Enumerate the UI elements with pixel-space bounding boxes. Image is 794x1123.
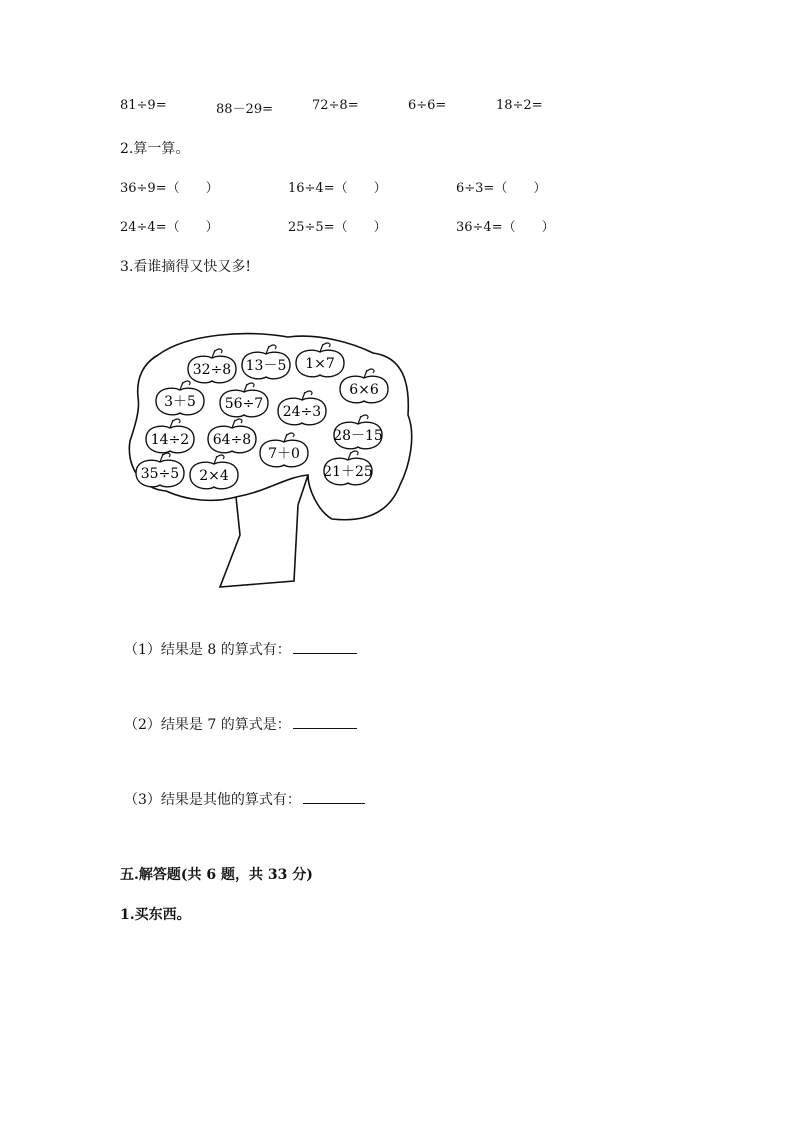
apple-label: 7＋0 — [268, 446, 300, 462]
q3-sub-2 — [124, 714, 357, 734]
expression-6-div-6: 6÷6= — [408, 98, 447, 113]
apple-label: 56÷7 — [224, 396, 264, 412]
section-5-question-1: 1.买东西。 — [120, 907, 191, 923]
apple-label: 28－15 — [333, 428, 383, 444]
answer-blank-1[interactable] — [293, 641, 357, 654]
apple-13[interactable] — [323, 451, 373, 485]
apple-label: 21＋25 — [323, 464, 373, 480]
answer-blank-2[interactable] — [293, 716, 357, 729]
expression-72-div-8: 72÷8= — [312, 98, 359, 113]
apple-12[interactable] — [190, 455, 238, 489]
q2-item-2: 16÷4=（ ） — [288, 181, 387, 196]
q3-sub-3-text: （3）结果是其他的算式有： — [124, 792, 301, 808]
apple-group — [136, 343, 388, 489]
tree-trunk — [220, 475, 308, 587]
apple-label: 24÷3 — [282, 404, 322, 420]
apple-0[interactable] — [188, 349, 236, 383]
apple-7[interactable] — [333, 415, 383, 449]
expression-18-div-2: 18÷2= — [496, 98, 543, 113]
apple-5[interactable] — [220, 383, 268, 417]
apple-11[interactable] — [136, 453, 184, 487]
apple-label: 64÷8 — [212, 432, 252, 448]
q3-sub-1-text: （1）结果是 8 的算式有： — [124, 642, 291, 658]
apple-9[interactable] — [208, 419, 256, 453]
apple-6[interactable] — [278, 391, 326, 425]
q2-item-3: 6÷3=（ ） — [456, 181, 547, 196]
apple-label: 32÷8 — [192, 362, 232, 378]
apple-label: 1×7 — [305, 356, 335, 372]
apple-10[interactable] — [260, 433, 308, 467]
apple-1[interactable] — [242, 345, 290, 379]
question-3-title: 3.看谁摘得又快又多! — [120, 259, 251, 275]
apple-2[interactable] — [296, 343, 344, 377]
apple-tree-illustration — [118, 325, 418, 595]
section-5-title: 五.解答题(共 6 题，共 33 分) — [120, 867, 313, 883]
q2-item-4: 24÷4=（ ） — [120, 220, 219, 235]
expression-88-minus-29: 88－29= — [216, 102, 273, 117]
q3-sub-1 — [124, 639, 357, 659]
apple-8[interactable] — [146, 419, 194, 453]
q3-sub-2-text: （2）结果是 7 的算式是： — [124, 717, 291, 733]
apple-3[interactable] — [340, 369, 388, 403]
apple-label: 2×4 — [199, 468, 229, 484]
question-2-title: 2.算一算。 — [120, 141, 190, 157]
q2-item-5: 25÷5=（ ） — [288, 220, 387, 235]
apple-label: 6×6 — [349, 382, 379, 398]
expression-81-div-9: 81÷9= — [120, 98, 167, 113]
q2-item-1: 36÷9=（ ） — [120, 181, 219, 196]
answer-blank-3[interactable] — [303, 791, 365, 804]
apple-4[interactable] — [156, 381, 204, 415]
apple-label: 3＋5 — [164, 394, 196, 410]
q3-sub-3 — [124, 789, 365, 809]
apple-label: 14÷2 — [150, 432, 190, 448]
q2-item-6: 36÷4=（ ） — [456, 220, 555, 235]
apple-label: 35÷5 — [140, 466, 180, 482]
apple-label: 13－5 — [245, 358, 287, 374]
